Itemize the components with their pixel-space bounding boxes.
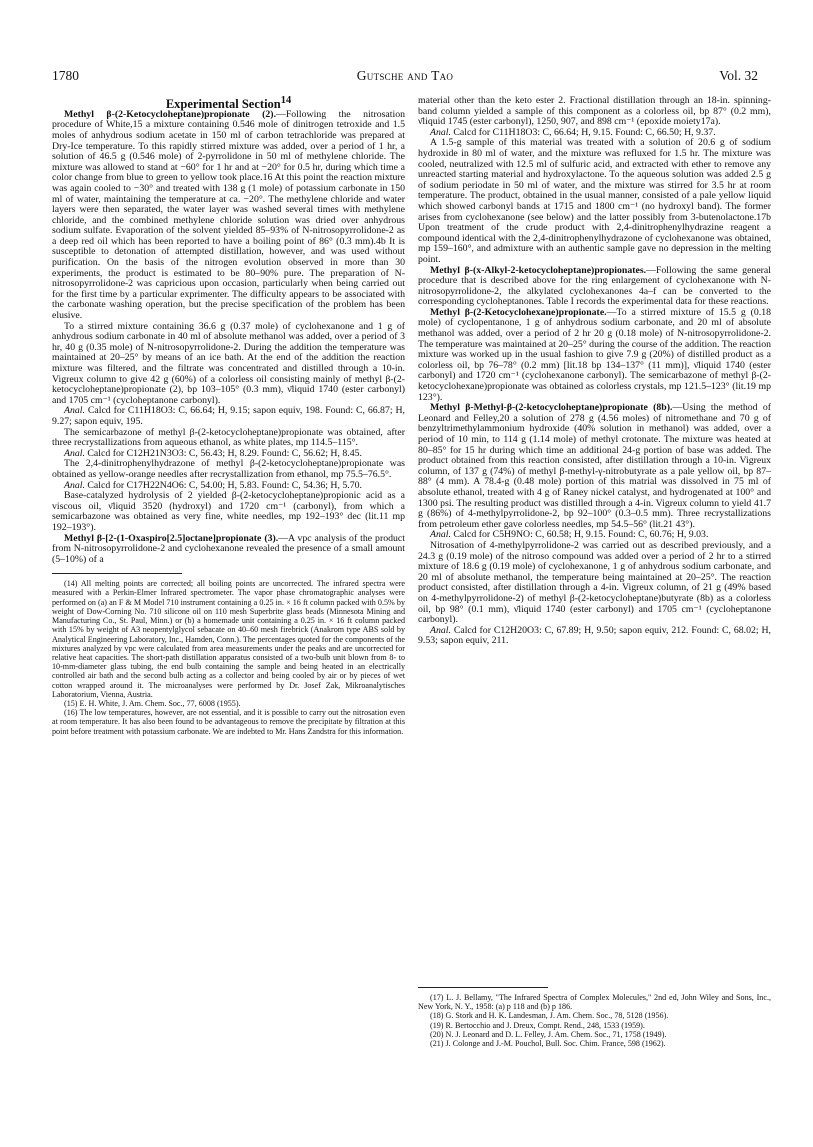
paragraph <box>418 626 771 647</box>
paragraph-text: A 1.5-g sample of this material was treated with a solution of 20.6 g of sodium hydroxide in 80 ml of water, and the mixture was refluxed for 1.5 hr. The mixture was cooled, neutralized with 12.5 ml of sulfuric acid, and extracted with ether to remove any unreacted starting material and hydroxylactone. To the aqueous solution was added 2.5 g of sodium periodate in 50 ml of water, and the mixture was stirred for 3.5 hr at room temperature. The product, obtained in the usual manner, consisted of a pale yellow liquid which showed carbonyl bands at 1715 and 1800 cm⁻¹ (no hydroxyl band). The former arises from cyclohexanone (see below) and the latter possibly from 3-butenolactone.17b Upon treatment of the crude product with 2,4-dinitrophenylhydrazine reagent a compound identical with the 2,4-dinitrophenylhydrazone of cyclohexanone was obtained, mp 159–160°, and admixture with an authentic sample gave no depression in the melting point. <box>418 137 771 265</box>
paragraph-lead: Methyl β-(2-Ketocyclohexane)propionate. <box>430 306 607 318</box>
paragraph-lead: Methyl β-(2-Ketocycloheptane)propionate (2). <box>64 108 277 120</box>
paragraph-text: To a stirred mixture containing 36.6 g (0.37 mole) of cyclohexanone and 1 g of anhydrous sodium carbonate in 40 ml of absolute methanol was added, over a period of 3 hr, 40 g (0.35 mole) of N-nitrosopyrrolidone-2. During the addition the temperature was maintained at 20–25° by means of an ice bath. At the end of the addition the reaction mixture was filtered, and the filtrate was concentrated and distilled through a 10-in. Vigreux column to give 42 g (60%) of a colorless oil consisting mainly of methyl β-(2-ketocycloheptane)propionate (2), bp 103–105° (0.3 mm), ν̄liquid 1740 (ester carbonyl) and 1705 cm⁻¹ (cycloheptanone carbonyl). <box>52 320 405 406</box>
right-footnotes <box>418 993 771 1048</box>
footnote: (19) R. Bertocchio and J. Dreux, Compt. Rend., 248, 1533 (1959). <box>430 1020 645 1030</box>
paragraph <box>418 266 771 308</box>
paragraph <box>52 428 405 449</box>
footnote: (16) The low temperatures, however, are not essential, and it is possible to carry out the nitrosation even at room temperature. It has also been found to be advantageous to remove the precipitate by filtration at this point before treatment with potassium carbonate. We are indebted to Mr. Hans Zandstra for this information. <box>52 708 405 736</box>
paragraph <box>52 534 405 566</box>
paragraph-text: Base-catalyzed hydrolysis of 2 yielded β-(2-ketocycloheptane)propionic acid as a viscous oil, ν̄liquid 3520 (hydroxyl) and 1720 cm⁻¹ (carbonyl), from which a semicarbazone was obtained as very fine, white needles, mp 192–193° dec (lit.11 mp 192–193°). <box>52 490 405 533</box>
page-header <box>52 68 758 84</box>
footnote: (18) G. Stork and H. K. Landesman, J. Am. Chem. Soc., 78, 5128 (1956). <box>430 1011 669 1021</box>
paragraph-text: The 2,4-dinitrophenylhydrazone of methyl β-(2-ketocycloheptane)propionate was obtained as yellow-orange needles after recrystallization from ethanol, mp 75.5–76.5°. <box>52 458 405 480</box>
left-footnotes <box>52 579 405 735</box>
paragraph-text: Calcd for C11H18O3: C, 66.64; H, 9.15; sapon equiv, 198. Found: C, 66.87; H, 9.27; sapon equiv, 195. <box>52 405 405 427</box>
paragraph-text: —A vpc analysis of the product from N-nitrosopyrrolidone-2 and cyclohexanone revealed the presence of a small amount (5–10%) of a <box>52 532 405 565</box>
paragraph <box>418 138 771 265</box>
paragraph <box>418 403 771 530</box>
footnote: (20) N. J. Leonard and D. L. Felley, J. Am. Chem. Soc., 71, 1758 (1949). <box>430 1029 667 1039</box>
paragraph-text: material other than the keto ester 2. Fractional distillation through an 18-in. spinning-band column yielded a sample of this component as a colorless oil, bp 87° (0.2 mm), ν̄liquid 1745 (ester carbonyl), 1250, 907, and 898 cm⁻¹ (epoxide moiety17a). <box>418 95 771 128</box>
paragraph <box>52 322 405 407</box>
paragraph-text: Calcd for C5H9NO: C, 60.58; H, 9.15. Found: C, 60.76; H, 9.03. <box>450 529 709 541</box>
footnote: (15) E. H. White, J. Am. Chem. Soc., 77, 6008 (1955). <box>64 698 241 708</box>
paragraph-text: The semicarbazone of methyl β-(2-ketocycloheptane)propionate was obtained, after three recrystallizations from aqueous ethanol, as white plates, mp 114.5–115°. <box>52 426 405 449</box>
section-title: Experimental Section$^{14}$ <box>165 95 292 112</box>
paragraph-lead: Anal. <box>430 624 451 636</box>
footnote: (14) All melting points are corrected; all boiling points are uncorrected. The infrared spectra were measured with a Perkin-Elmer Infrared spectrometer. The vapor phase chromatographic analyses were performed on (a) an F & M Model 710 instrument containing a 0.25 in. × 16 ft column packed with 0.5% by weight of Dow-Corning No. 710 silicone oil on 110 mesh Superbrite glass beads (Minnesota Mining and Manufacturing Co., St. Paul, Minn.) or (b) a homemade unit containing a 0.25 in. × 16 ft column packed with 15% by weight of A3 neopentylglycol sebacate on 40–60 mesh firebrick (Anakrom type ABS sold by Analytical Engineering Laboratory, Inc., Hamden, Conn.). The percentages quoted for the components of the mixtures analyzed by vpc were calculated from area measurements under the peaks and are uncorrected for relative heat capacities. The short-path distillation apparatus consisted of a two-bulb unit blown from 8- to 10-mm-diameter glass tubing, the end bulb containing the sample and being heated in an electrically controlled air bath and the second bulb acting as a collector and being cooled by air or by pieces of wet cotton wrapped around it. The microanalyses were performed by Dr. Josef Zak, Mikroanalytisches Laboratorium, Vienna, Austria. <box>52 579 405 699</box>
footnote-divider <box>418 987 548 988</box>
left-body <box>52 110 405 566</box>
paragraph-text: —Following the same general procedure that is described above for the ring enlargement of cyclohexanone with N-nitrosopyrrolidone-2, the alkylated cyclohexanones 4a–f can be converted to the corresponding cycloheptanones. Table I records the experimental data for these reactions. <box>418 264 771 308</box>
footnote-divider <box>52 573 182 574</box>
footnote: (21) J. Colonge and J.-M. Pouchol, Bull. Soc. Chim. France, 598 (1962). <box>430 1039 666 1049</box>
right-column <box>418 96 771 647</box>
paragraph <box>418 96 771 128</box>
paragraph-lead: Anal. <box>64 405 85 417</box>
paragraph-text: —To a stirred mixture of 15.5 g (0.18 mole) of cyclopentanone, 1 g of anhydrous sodium carbonate, and 20 ml of absolute methanol was added, over a period of 2 hr 20 g (0.18 mole) of N-nitrosopyrrolidone-2. The temperature was maintained at 20–25° during the course of the addition. The reaction mixture was worked up in the usual fashion to give 7.9 g (20%) of distilled product as a colorless oil, bp 76–78° (0.2 mm) [lit.18 bp 134–137° (11 mm)], ν̄liquid 1740 (ester carbonyl) and 1720 cm⁻¹ (cyclohexanone carbonyl). The semicarbazone of methyl β-(2-ketocyclohexane)propionate was obtained as colorless crystals, mp 121.5–123° (lit.19 mp 123°). <box>418 306 771 403</box>
paragraph <box>418 308 771 403</box>
paragraph <box>52 459 405 480</box>
paragraph-text: Calcd for C17H22N4O6: C, 54.00; H, 5.83. Found: C, 54.36; H, 5.70. <box>84 479 362 491</box>
paragraph-text: Calcd for C12H20O3: C, 67.89; H, 9.50; sapon equiv, 212. Found: C, 68.02; H, 9.53; sapon equiv, 211. <box>418 624 771 647</box>
paragraph-text: Calcd for C11H18O3: C, 66.64; H, 9.15. Found: C, 66.50; H, 9.37. <box>450 126 716 138</box>
right-footnote-block <box>418 987 771 1048</box>
paragraph <box>418 541 771 626</box>
page-number: 1780 <box>52 68 79 83</box>
paragraph-lead: Methyl β-(x-Alkyl-2-ketocycloheptane)propionates. <box>430 264 647 276</box>
paragraph-text: —Following the nitrosation procedure of White,15 a mixture containing 0.546 mole of dinitrogen tetroxide and 1.5 moles of anhydrous sodium acetate in 150 ml of carbon tetrachloride was prepared at Dry-Ice temperature. To this rapidly stirred mixture was added, over a period of 1 hr, a solution of 46.5 g (0.546 mole) of 2-pyrrolidone in 50 ml of methylene chloride. The mixture was allowed to stand at −60° for 1 hr and at −20° for 0.5 hr, during which time a color change from blue to green to yellow took place.16 At this point the reaction mixture was again cooled to −30° and treated with 138 g (1 mole) of potassium carbonate in 150 ml of water, maintaining the temperature at ca. −20°. The methylene chloride and water layers were then separated, the water layer was washed several times with methylene chloride, and the combined methylene chloride solution was dried over anhydrous sodium sulfate. Evaporation of the solvent yielded 85–93% of N-nitrosopyrrolidone-2 as a deep red oil which has been reported to have a boiling point of 86° (0.3 mm).4b It is susceptible to detonation of attempted distillation, however, and was used without purification. On the basis of the nitrogen evolution observed in more than 30 experiments, the product is estimated to be 80–90% pure. The preparation of N-nitrosopyrrolidone-2 was capricious upon occasion, particularly when being carried out for the first time by a particular exprimenter. The difficulty appears to be associated with the carbonate washing operation, but the precise specification of the problem has been elusive. <box>52 108 406 322</box>
paragraph-text: Calcd for C12H21N3O3: C, 56.43; H, 8.29. Found: C, 56.62; H, 8.45. <box>84 447 362 459</box>
paragraph <box>52 406 405 427</box>
right-body <box>418 96 771 647</box>
paragraph-lead: Anal. <box>430 126 451 138</box>
paragraph <box>52 491 405 533</box>
paragraph-lead: Methyl β-[2-(1-Oxaspiro[2.5]octane]propionate (3). <box>64 532 279 544</box>
paragraph-text: Nitrosation of 4-methylpyrrolidone-2 was carried out as described previously, and a 24.3 g (0.19 mole) of the nitroso compound was added over a period of 2 hr to a stirred mixture of 18.6 g (0.19 mole) of cyclohexanone, 1 g of anhydrous sodium carbonate, and 20 ml of absolute methanol, the temperature being maintained at 20–25°. The reaction product consisted, after distillation through a 4-in. Vigreux column, of 21 g (49% based on 4-methylpyrrolidone-2) of methyl β-(2-ketocycloheptane)butyrate (8b) as a colorless oil, bp 98° (0.1 mm), ν̄liquid 1740 (ester carbonyl) and 1705 cm⁻¹ (cycloheptanone carbonyl). <box>418 539 771 626</box>
paragraph-lead: Methyl β-Methyl-β-(2-ketocycloheptane)propionate (8b). <box>430 402 673 414</box>
paragraph-lead: Anal. <box>430 529 451 541</box>
paragraph-text: —Using the method of Leonard and Felley,20 a solution of 278 g (4.56 moles) of nitromethane and 70 g of benzyltrimethylammonium hydroxide (40% solution in methanol) was added, over a period of 10 min, to 114 g (1.14 mole) of methyl crotonate. The mixture was heated at 80–85° for 15 hr during which time an additional 24-g portion of base was added. The product obtained from this reaction consisted, after distillation through a 10-in. Vigreux column, of 137 g (74%) of methyl β-methyl-γ-nitrobutyrate as a pale yellow oil, bp 87–88° (4 mm). A 78.4-g (0.48 mole) portion of this matrial was dissolved in 75 ml of absolute ethanol, treated with 4 g of Raney nickel catalyst, and hydrogenated at 100° and 1300 psi. The resulting product was distilled through a 4-in. Vigreux column to yield 41.7 g (86%) of 4-methylpyrrolidone-2, bp 92–100° (0.3–0.5 mm). Three recrystallizations from petroleum ether gave colorless needles, mp 54.5–56° (lit.21 43°). <box>418 402 771 530</box>
paragraph-lead: Anal. <box>64 479 85 491</box>
volume-label: Vol. 32 <box>719 68 758 83</box>
footnote: (17) L. J. Bellamy, "The Infrared Spectra of Complex Molecules," 2nd ed, John Wiley and Sons, Inc., New York, N. Y., 1958: (a) p 118 and (b) p 186. <box>418 993 771 1012</box>
left-column <box>52 96 405 736</box>
paragraph-lead: Anal. <box>64 447 85 459</box>
paragraph <box>52 110 405 322</box>
running-title: Gutsche and Tao <box>356 68 454 83</box>
